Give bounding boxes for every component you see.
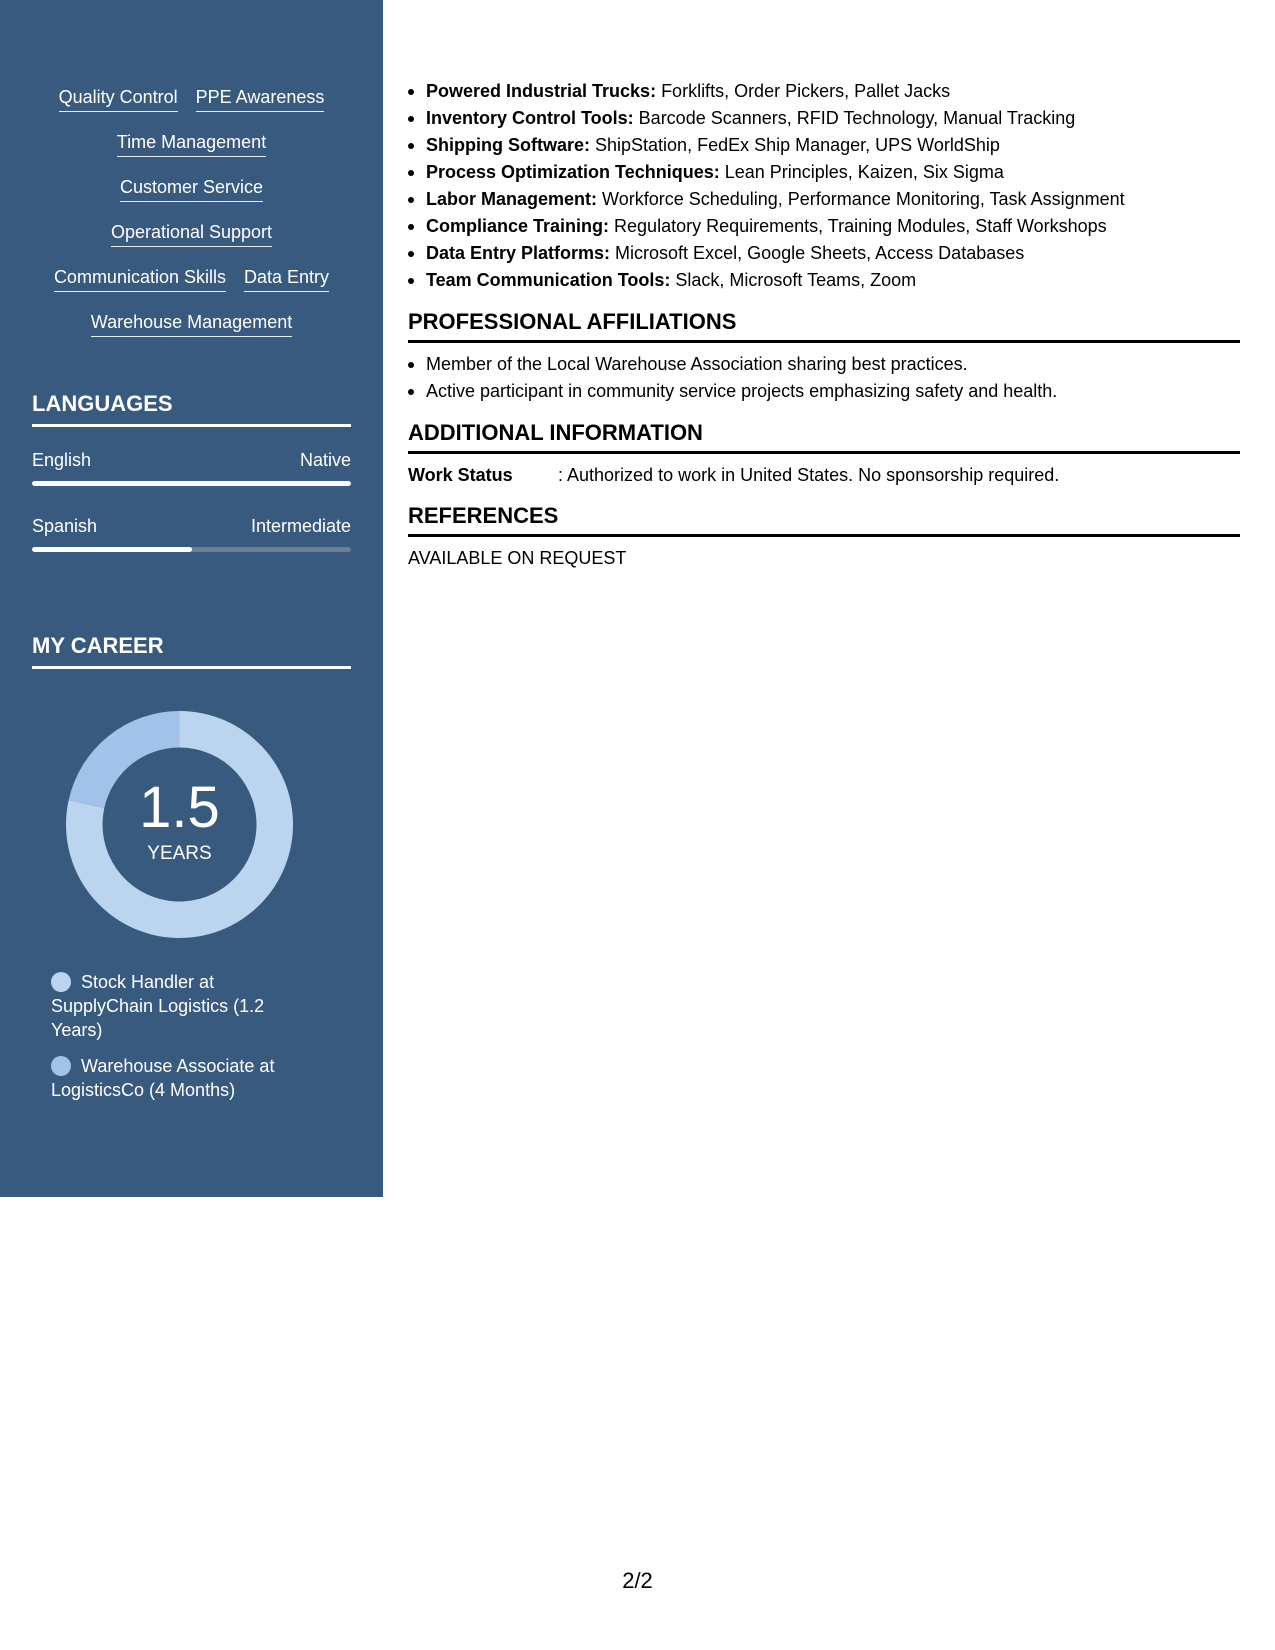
languages-heading: LANGUAGES bbox=[32, 390, 351, 427]
work-status-label: Work Status bbox=[408, 465, 513, 485]
career-total-unit: YEARS bbox=[147, 842, 212, 864]
work-status-value: : Authorized to work in United States. No sponsorship required. bbox=[558, 465, 1060, 485]
tool-list: Lean Principles, Kaizen, Six Sigma bbox=[719, 162, 1004, 182]
tool-category: Team Communication Tools: bbox=[426, 270, 671, 290]
skill-tag: Warehouse Management bbox=[91, 309, 292, 337]
tool-category: Data Entry Platforms: bbox=[426, 243, 611, 263]
career-legend-dot bbox=[51, 972, 71, 992]
skill-tag: Time Management bbox=[117, 129, 266, 157]
tool-category: Labor Management: bbox=[426, 189, 598, 209]
language-item bbox=[32, 514, 351, 552]
affiliations-list bbox=[408, 351, 1240, 405]
main-content bbox=[408, 78, 1240, 571]
tool-list: Microsoft Excel, Google Sheets, Access Databases bbox=[610, 243, 1025, 263]
language-row bbox=[32, 448, 351, 472]
work-status-row bbox=[408, 462, 1240, 488]
skill-row bbox=[32, 309, 351, 337]
career-item-label: Warehouse Associate at LogisticsCo (4 Months) bbox=[51, 1056, 275, 1100]
language-item bbox=[32, 448, 351, 486]
language-level: Native bbox=[299, 450, 351, 470]
tool-item bbox=[408, 267, 1240, 294]
skills-list bbox=[32, 84, 351, 354]
page-number: 2/2 bbox=[622, 1568, 653, 1593]
skill-row bbox=[32, 84, 351, 112]
skill-tag: PPE Awareness bbox=[196, 84, 325, 112]
skill-tag: Data Entry bbox=[244, 264, 329, 292]
language-proficiency-fill bbox=[32, 547, 192, 552]
sidebar bbox=[0, 0, 383, 1197]
career-legend-dot bbox=[51, 1056, 71, 1076]
career-legend bbox=[51, 970, 311, 1114]
skill-row bbox=[32, 264, 351, 292]
career-total-value: 1.5 bbox=[139, 774, 220, 840]
tool-list: Barcode Scanners, RFID Technology, Manual Tracking bbox=[633, 108, 1076, 128]
career-item-label: Stock Handler at SupplyChain Logistics (1.2 Years) bbox=[51, 972, 265, 1040]
tool-category: Process Optimization Techniques: bbox=[426, 162, 720, 182]
language-proficiency-fill bbox=[32, 481, 351, 486]
language-row bbox=[32, 514, 351, 538]
tool-item bbox=[408, 240, 1240, 267]
language-proficiency-bar bbox=[32, 481, 351, 486]
career-total bbox=[66, 711, 293, 938]
language-name: Spanish bbox=[32, 516, 98, 536]
references-text: AVAILABLE ON REQUEST bbox=[408, 548, 627, 568]
language-level: Intermediate bbox=[250, 516, 351, 536]
language-proficiency-bar bbox=[32, 547, 351, 552]
skill-row bbox=[32, 219, 351, 247]
tool-list: Workforce Scheduling, Performance Monitoring, Task Assignment bbox=[597, 189, 1125, 209]
tool-category: Compliance Training: bbox=[426, 216, 610, 236]
tool-item bbox=[408, 186, 1240, 213]
tool-item bbox=[408, 213, 1240, 240]
career-heading: MY CAREER bbox=[32, 632, 351, 669]
tool-category: Powered Industrial Trucks: bbox=[426, 81, 657, 101]
tool-item bbox=[408, 159, 1240, 186]
skill-tag: Quality Control bbox=[59, 84, 178, 112]
affiliation-item: Active participant in community service projects emphasizing safety and health. bbox=[408, 378, 1240, 405]
tool-list: Slack, Microsoft Teams, Zoom bbox=[670, 270, 917, 290]
tool-list: Forklifts, Order Pickers, Pallet Jacks bbox=[656, 81, 951, 101]
references-heading: REFERENCES bbox=[408, 502, 1240, 537]
language-name: English bbox=[32, 450, 92, 470]
tool-category: Shipping Software: bbox=[426, 135, 590, 155]
tool-category: Inventory Control Tools: bbox=[426, 108, 634, 128]
skill-tag: Operational Support bbox=[111, 219, 272, 247]
affiliation-item: Member of the Local Warehouse Association sharing best practices. bbox=[408, 351, 1240, 378]
career-item bbox=[51, 1054, 311, 1102]
tool-item bbox=[408, 78, 1240, 105]
additional-info-heading: ADDITIONAL INFORMATION bbox=[408, 419, 1240, 454]
skill-row bbox=[32, 129, 351, 157]
tool-item bbox=[408, 132, 1240, 159]
skill-tag: Communication Skills bbox=[54, 264, 226, 292]
career-item bbox=[51, 970, 311, 1042]
tool-list: ShipStation, FedEx Ship Manager, UPS WorldShip bbox=[590, 135, 1000, 155]
tool-list: Regulatory Requirements, Training Modules, Staff Workshops bbox=[609, 216, 1107, 236]
tool-item bbox=[408, 105, 1240, 132]
skill-row bbox=[32, 174, 351, 202]
affiliations-heading: PROFESSIONAL AFFILIATIONS bbox=[408, 308, 1240, 343]
tools-list bbox=[408, 78, 1240, 294]
career-donut-chart bbox=[66, 711, 293, 938]
skill-tag: Customer Service bbox=[120, 174, 263, 202]
